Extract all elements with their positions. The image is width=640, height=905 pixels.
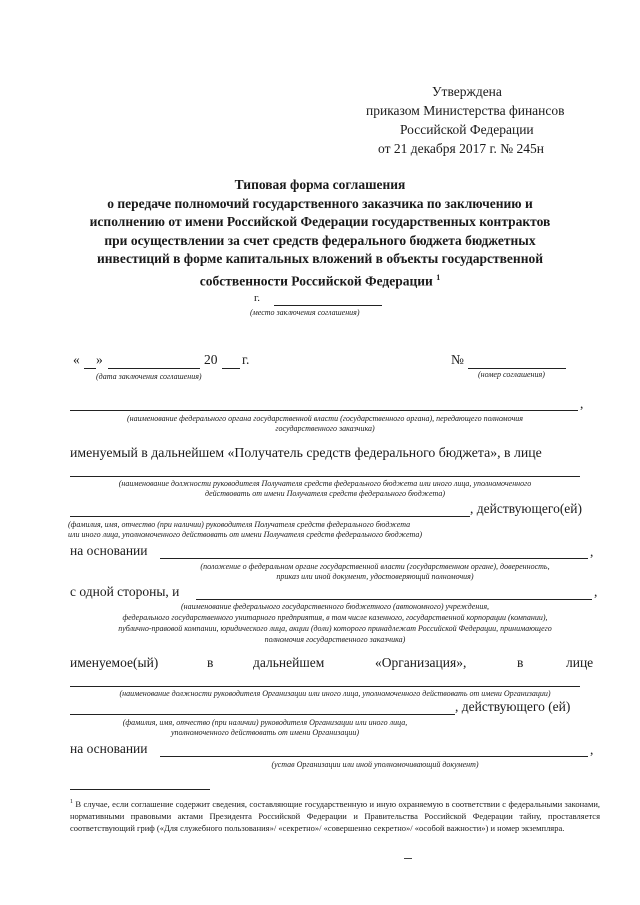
organization-fio-field[interactable] — [70, 714, 455, 715]
recipient-fio-field[interactable] — [70, 516, 470, 517]
org-word-4: «Организация», — [375, 655, 467, 670]
organization-fio-caption-b: уполномоченного действовать от имени Организации) — [170, 728, 360, 737]
date-day-field[interactable] — [84, 368, 96, 369]
organization-name-caption-d: полномочия государственного заказчика) — [264, 635, 406, 644]
number-caption: (номер соглашения) — [478, 370, 545, 379]
organization-basis-caption: (устав Организации или иной уполномочивающий документ) — [271, 760, 479, 769]
org-word-5: в — [517, 655, 524, 670]
title-footnote-ref: 1 — [436, 272, 441, 282]
title-line-1: Типовая форма соглашения — [234, 177, 406, 192]
recipient-position-field[interactable] — [70, 476, 580, 477]
date-month-field[interactable] — [108, 368, 200, 369]
basis-label-2: на основании — [70, 741, 148, 756]
organization-name-field[interactable] — [196, 599, 592, 600]
place-field[interactable] — [274, 305, 382, 306]
date-year-prefix: 20 — [204, 352, 218, 367]
recipient-fio-caption-a: (фамилия, имя, отчество (при наличии) руководителя Получателя средств федерального бюджета — [68, 520, 411, 529]
side-one-text: с одной стороны, и — [70, 584, 180, 599]
recipient-position-caption-b: действовать от имени Получателя средств федерального бюджета) — [204, 489, 446, 498]
comma-3: , — [594, 584, 598, 599]
place-prefix: г. — [254, 292, 261, 304]
approval-block — [366, 82, 600, 158]
footnote — [70, 796, 600, 834]
recipient-position-caption-a: (наименование должности руководителя Получателя средств федерального бюджета или иного лица, уполномоченного — [118, 479, 532, 488]
title-line-6: собственности Российской Федерации — [199, 273, 433, 288]
approval-line-2: приказом Министерства финансов — [366, 103, 565, 118]
organization-name-caption-b: федерального государственного унитарного предприятия, в том числе казенного, государственной корпорации (компании), — [122, 613, 548, 622]
org-word-2: в — [207, 655, 214, 670]
approval-line-3: Российской Федерации — [400, 122, 534, 137]
date-year-field[interactable] — [222, 368, 240, 369]
approval-line-1: Утверждена — [432, 84, 502, 99]
organization-basis-field[interactable] — [160, 756, 588, 757]
footnote-separator — [70, 789, 210, 790]
date-caption: (дата заключения соглашения) — [96, 372, 202, 381]
org-word-6: лице — [566, 655, 594, 670]
organization-name-caption-c: публично-правовой компании, юридического лица, акции (доли) которого принадлежат Российской Федерации, принимающего — [118, 624, 552, 633]
organization-fio-caption-a: (фамилия, имя, отчество (при наличии) руководителя Организации или иного лица, — [122, 718, 408, 727]
party1-caption-a: (наименование федерального органа государственной власти (государственного органа), передающего полномочия — [126, 414, 523, 423]
org-word-3: дальнейшем — [253, 655, 325, 670]
date-year-suffix: г. — [242, 352, 250, 367]
title-line-5: инвестиций в форме капитальных вложений в объекты государственной — [96, 251, 544, 266]
basis-label-1: на основании — [70, 543, 148, 558]
recipient-basis-field[interactable] — [160, 558, 588, 559]
recipient-basis-caption-b: приказ или иной документ, удостоверяющий полномочия) — [276, 572, 474, 581]
title-line-2: о передаче полномочий государственного заказчика по заключению и — [107, 195, 533, 211]
recipient-basis-caption-a: (положение о федеральном органе государственной власти (государственном органе), доверенность, — [200, 562, 550, 571]
number-sign: № — [451, 352, 464, 367]
approval-line-4: от 21 декабря 2017 г. № 245н — [378, 141, 545, 156]
recipient-text: именуемый в дальнейшем «Получатель средств федерального бюджета», в лице — [70, 445, 542, 460]
date-close-quote: » — [96, 352, 103, 367]
comma-4: , — [590, 742, 594, 757]
title-line-3: исполнению от имени Российской Федерации государственных контрактов — [89, 214, 551, 229]
acting-text-1: , действующего(ей) — [470, 501, 583, 516]
document-title — [60, 176, 580, 291]
organization-position-field[interactable] — [70, 686, 580, 687]
comma-1: , — [580, 396, 584, 411]
party1-caption-b: государственного заказчика) — [275, 424, 375, 433]
date-open-quote: « — [73, 352, 80, 367]
recipient-fio-caption-b: или иного лица, уполномоченного действовать от имени Получателя средств федерального бюджета) — [68, 530, 423, 539]
footnote-text: В случае, если соглашение содержит сведения, составляющие государственную и иную охраняемую в соответствии с федеральными законами, нормативными правовыми актами Президента Российской Федерации и Правительства Российской Федерации тайну, проставляется соответствующий гриф («Для служебного пользования»/ «секретно»/ «совершенно секретно»/ «особой важности») и номер экземпляра. — [70, 798, 601, 833]
organization-name-caption-a: (наименование федерального государственного бюджетного (автономного) учреждения, — [180, 602, 490, 611]
page-mark — [404, 858, 412, 859]
title-line-4: при осуществлении за счет средств федерального бюджета бюджетных — [104, 232, 536, 248]
organization-position-caption: (наименование должности руководителя Организации или иного лица, уполномоченного действовать от имени Организации) — [119, 689, 551, 698]
comma-2: , — [590, 544, 594, 559]
party1-name-field[interactable] — [70, 410, 578, 411]
acting-text-2: , действующего (ей) — [455, 699, 571, 714]
place-caption: (место заключения соглашения) — [250, 308, 360, 317]
org-word-1: именуемое(ый) — [70, 655, 159, 670]
number-field[interactable] — [468, 368, 566, 369]
footnote-ref: 1 — [70, 799, 73, 805]
